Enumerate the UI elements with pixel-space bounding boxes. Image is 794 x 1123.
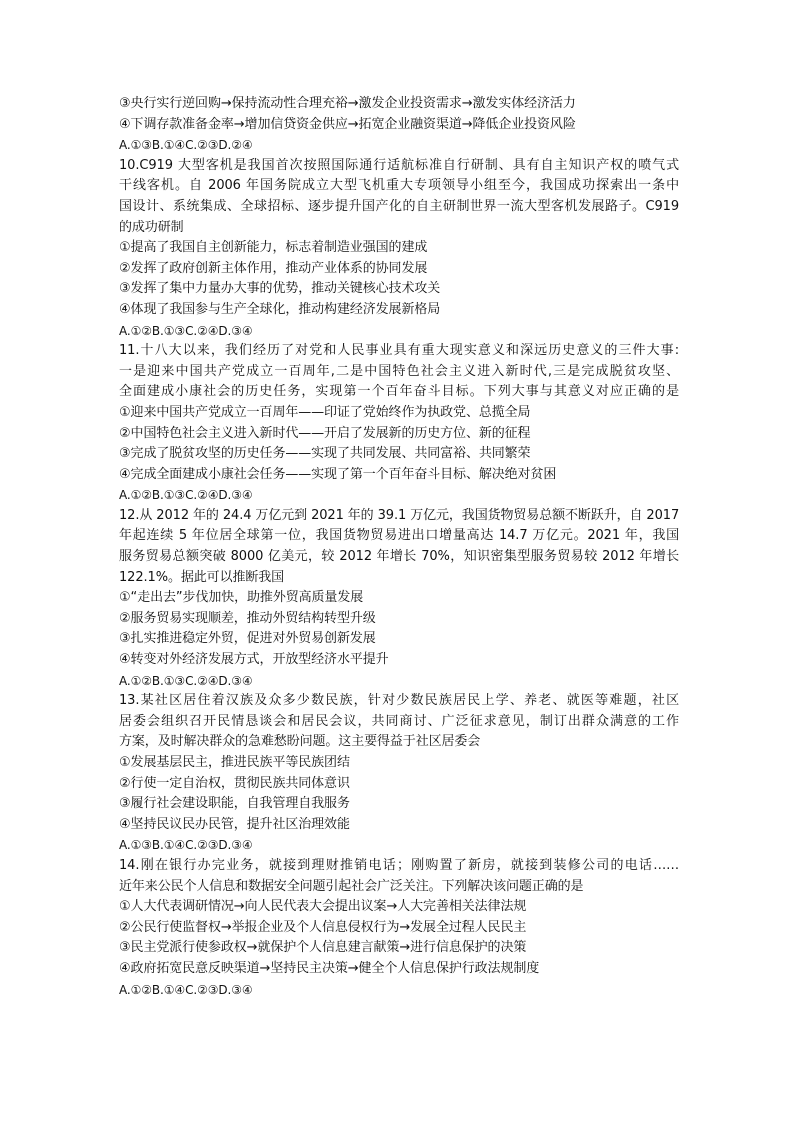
question-stem-line: 服务贸易总额突破 8000 亿美元，较 2012 年增长 70%，知识密集型服务贸易较 2012 年增长 bbox=[119, 549, 679, 565]
question-stem-line: 居委会组织召开民情恳谈会和居民会议，共同商讨、广泛征求意见，制订出群众满意的工作 bbox=[119, 713, 679, 729]
answer-choices: A.①②B.①④C.②③D.③④ bbox=[119, 982, 253, 997]
option-2: ②公民行使监督权→举报企业及个人信息侵权行为→发展全过程人民民主 bbox=[119, 919, 527, 935]
option-3: ③完成了脱贫攻坚的历史任务——实现了共同发展、共同富裕、共同繁荣 bbox=[119, 446, 531, 462]
option-1: ①迎来中国共产党成立一百周年——印证了党始终作为执政党、总揽全局 bbox=[119, 404, 531, 420]
question-stem-line: 全面建成小康社会的历史任务，实现第一个百年奋斗目标。下列大事与其意义对应正确的是 bbox=[119, 384, 679, 400]
answer-choices: A.①③B.①④C.②③D.③④ bbox=[119, 838, 253, 853]
question-11 bbox=[119, 341, 679, 506]
question-10 bbox=[119, 156, 679, 341]
question-stem-line: 13.某社区居住着汉族及众多少数民族，针对少数民族居民上学、养老、就医等难题，社区 bbox=[119, 693, 679, 709]
question-stem-line: 14.刚在银行办完业务，就接到理财推销电话；刚购置了新房，就接到装修公司的电话…… bbox=[119, 857, 679, 873]
question-stem-line: 年起连续 5 年位居全球第一位，我国货物贸易进出口增量高达 14.7 万亿元。2021 年，我国 bbox=[119, 528, 679, 544]
question-12 bbox=[119, 506, 679, 691]
option-4: ④转变对外经济发展方式，开放型经济水平提升 bbox=[119, 652, 389, 668]
option-4: ④完成全面建成小康社会任务——实现了第一个百年奋斗目标、解决绝对贫困 bbox=[119, 466, 557, 482]
option-1: ①提高了我国自主创新能力，标志着制造业强国的建成 bbox=[119, 240, 428, 256]
option-4: ④坚持民议民办民管，提升社区治理效能 bbox=[119, 816, 350, 832]
option-3: ③民主党派行使参政权→就保护个人信息建言献策→进行信息保护的决策 bbox=[119, 940, 527, 956]
option-1: ①“走出去”步伐加快，助推外贸高质量发展 bbox=[119, 590, 364, 606]
question-stem-line: 10.C919 大型客机是我国首次按照国际通行适航标准自行研制、具有自主知识产权的喷气式 bbox=[119, 157, 679, 173]
option-4: ④体现了我国参与生产全球化，推动构建经济发展新格局 bbox=[119, 301, 441, 317]
option-2: ②中国特色社会主义进入新时代——开启了发展新的历史方位、新的征程 bbox=[119, 425, 531, 441]
question-stem-line: 方案，及时解决群众的急难愁盼问题。这主要得益于社区居委会 bbox=[119, 734, 481, 750]
option-1: ①人大代表调研情况→向人民代表大会提出议案→人大完善相关法律法规 bbox=[119, 899, 527, 915]
answer-choices: A.①②B.①③C.②④D.③④ bbox=[119, 488, 253, 503]
answer-choices: A.①③B.①④C.②③D.②④ bbox=[119, 138, 253, 153]
option-3: ③履行社会建设职能，自我管理自我服务 bbox=[119, 796, 350, 812]
question-stem-line: 干线客机。自 2006 年国务院成立大型飞机重大专项领导小组至今，我国成功探索出一条中 bbox=[119, 178, 679, 194]
question-stem-line: 近年来公民个人信息和数据安全问题引起社会广泛关注。下列解决该问题正确的是 bbox=[119, 878, 584, 894]
option-2: ②服务贸易实现顺差，推动外贸结构转型升级 bbox=[119, 610, 376, 626]
question-9-tail bbox=[119, 94, 679, 156]
answer-choices: A.①②B.①③C.②④D.③④ bbox=[119, 323, 253, 338]
question-stem-line: 122.1%。据此可以推断我国 bbox=[119, 569, 285, 585]
question-stem-line: 一是迎来中国共产党成立一百周年,二是中国特色社会主义进入新时代,三是完成脱贫攻坚、 bbox=[119, 363, 679, 379]
option-3: ③扎实推进稳定外贸，促进对外贸易创新发展 bbox=[119, 631, 376, 647]
question-stem-line: 的成功研制 bbox=[119, 219, 184, 235]
option-1: ①发展基层民主，推进民族平等民族团结 bbox=[119, 755, 350, 770]
option-3: ③央行实行逆回购→保持流动性合理充裕→激发企业投资需求→激发实体经济活力 bbox=[119, 96, 576, 111]
question-stem-line: 国设计、系统集成、全球招标、逐步提升国产化的自主研制世界一流大型客机发展路子。C919 bbox=[119, 198, 679, 214]
question-stem-line: 12.从 2012 年的 24.4 万亿元到 2021 年的 39.1 万亿元，我国货物贸易总额不断跃升，自 2017 bbox=[119, 507, 679, 523]
option-4: ④下调存款准备金率→增加信贷资金供应→拓宽企业融资渠道→降低企业投资风险 bbox=[119, 116, 576, 132]
question-stem-line: 11.十八大以来，我们经历了对党和人民事业具有重大现实意义和深远历史意义的三件大事: bbox=[119, 343, 679, 359]
option-2: ②行使一定自治权，贯彻民族共同体意识 bbox=[119, 775, 350, 791]
question-14 bbox=[119, 856, 679, 1000]
exam-page bbox=[119, 94, 679, 1000]
option-3: ③发挥了集中力量办大事的优势，推动关键核心技术攻关 bbox=[119, 281, 441, 297]
question-13 bbox=[119, 691, 679, 856]
option-2: ②发挥了政府创新主体作用，推动产业体系的协同发展 bbox=[119, 260, 428, 276]
option-4: ④政府拓宽民意反映渠道→坚持民主决策→健全个人信息保护行政法规制度 bbox=[119, 960, 540, 976]
answer-choices: A.①②B.①③C.②④D.③④ bbox=[119, 673, 253, 688]
